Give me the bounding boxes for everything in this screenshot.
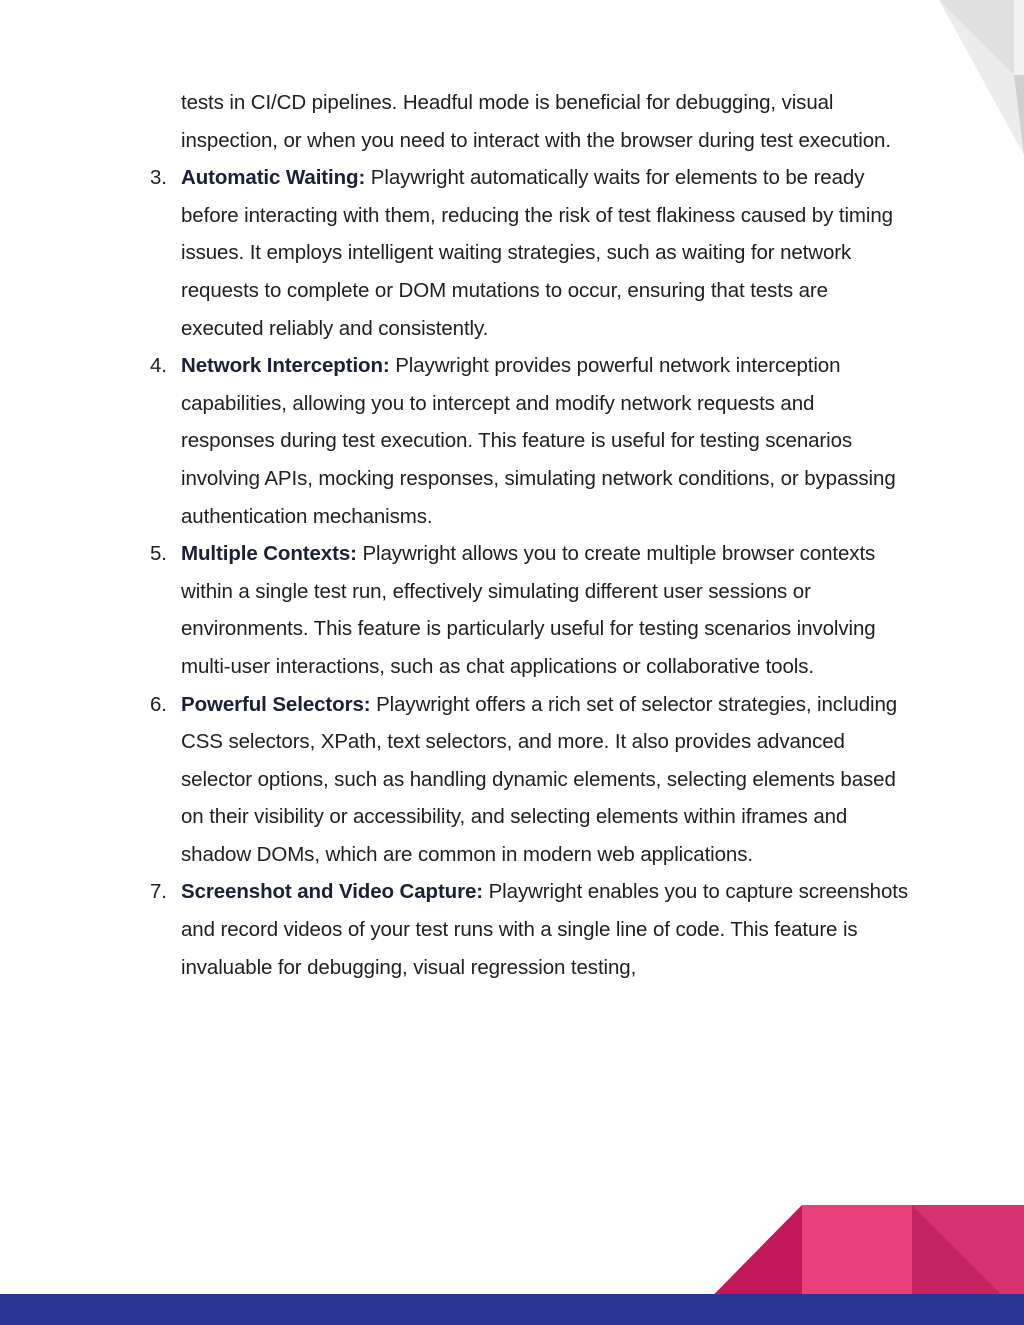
list-item [140,159,910,347]
item-term: Screenshot and Video Capture: [181,880,484,904]
item-term: Powerful Selectors: [181,692,371,716]
item-text: Playwright allows you to create multiple browser contexts within a single test run, effectively simulating different user sessions or environments. This feature is particularly useful for testing scenarios involving multi-user interactions, such as chat applications or collaborative tools. [181,542,876,678]
intro-continuation: tests in CI/CD pipelines. Headful mode is beneficial for debugging, visual inspection, or when you need to interact with the browser during test execution. [181,91,891,152]
item-term: Network Interception: [181,354,390,378]
list-item [140,347,910,535]
item-text: Playwright automatically waits for elements to be ready before interacting with them, reducing the risk of test flakiness caused by timing issues. It employs intelligent waiting strategies, such as waiting for network requests to complete or DOM mutations to occur, ensuring that tests are executed reliably and consistently. [181,166,893,340]
item-text: Playwright provides powerful network interception capabilities, allowing you to intercept and modify network requests and responses during test execution. This feature is useful for testing scenarios involving APIs, mocking responses, simulating network conditions, or bypassing authentication mechanisms. [181,354,896,528]
list-number: 3. [150,166,167,190]
item-term: Multiple Contexts: [181,542,357,566]
feature-list [140,159,910,986]
footer-bar [0,1294,1024,1325]
document-body [140,84,910,986]
list-number: 7. [150,880,167,904]
list-number: 6. [150,692,167,716]
list-item [140,535,910,685]
list-item [140,873,910,986]
item-term: Automatic Waiting: [181,166,366,190]
list-number: 5. [150,542,167,566]
item-text: Playwright enables you to capture screenshots and record videos of your test runs with a single line of code. This feature is invaluable for debugging, visual regression testing, [181,880,909,979]
list-number: 4. [150,354,167,378]
list-item [140,686,910,874]
item-text: Playwright offers a rich set of selector strategies, including CSS selectors, XPath, text selectors, and more. It also provides advanced selector options, such as handling dynamic elements, selecting elements based on their visibility or accessibility, and selecting elements within iframes and shadow DOMs, which are common in modern web applications. [181,692,898,866]
